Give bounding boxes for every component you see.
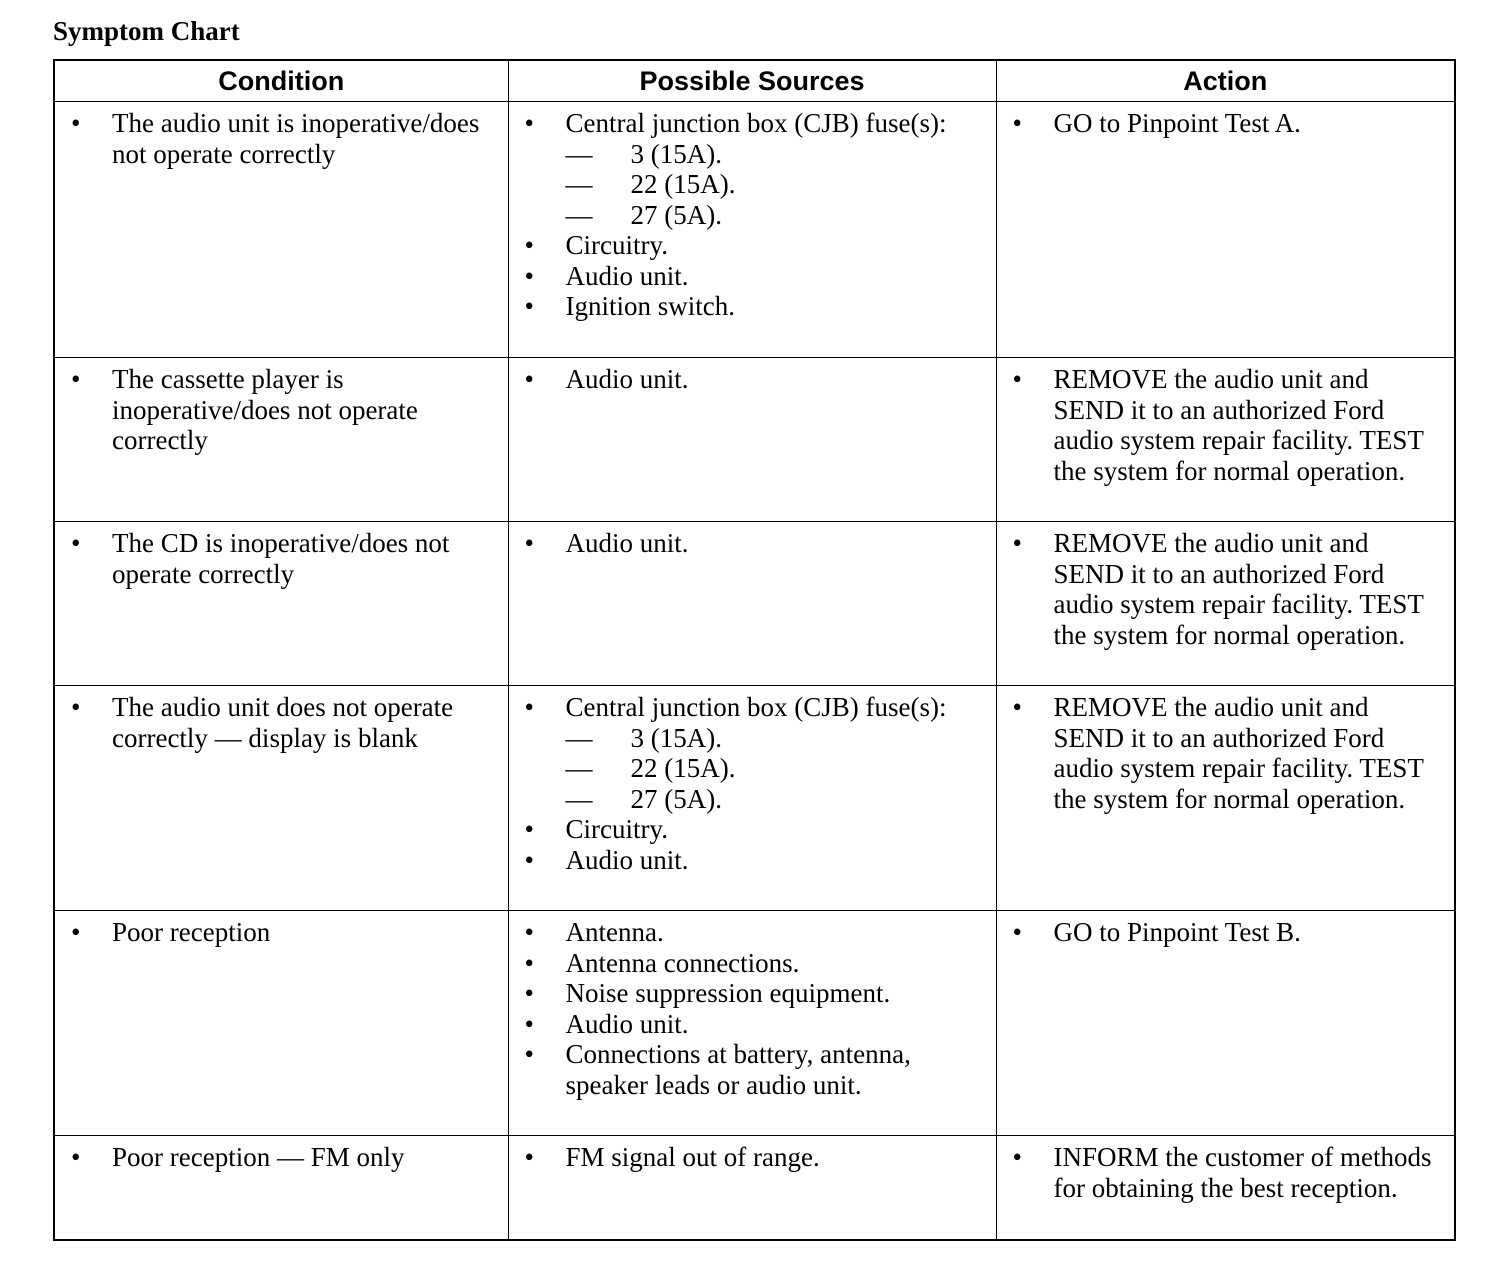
- page-title: Symptom Chart: [53, 16, 240, 46]
- condition-item: [65, 364, 498, 456]
- dash-icon: —: [565, 722, 593, 753]
- bullet-icon: •: [524, 291, 534, 321]
- bullet-icon: •: [71, 1142, 81, 1172]
- header-possible-sources: Possible Sources: [508, 60, 996, 102]
- source-item: [519, 692, 986, 723]
- source-item-text: Connections at battery, antenna, speaker leads or audio unit.: [565, 1039, 911, 1100]
- action-item-text: REMOVE the audio unit and SEND it to an authorized Ford audio system repair facility. TEST the system for normal operation.: [1053, 528, 1424, 650]
- condition-item-text: Poor reception: [112, 917, 271, 947]
- symptom-chart-table: [53, 59, 1456, 1241]
- table-row: [54, 522, 1455, 686]
- bullet-icon: •: [1012, 1142, 1022, 1172]
- condition-item-text: Poor reception — FM only: [112, 1142, 405, 1172]
- table-row: [54, 358, 1455, 522]
- bullet-icon: •: [524, 364, 534, 394]
- source-item: [519, 230, 986, 261]
- bullet-icon: •: [71, 108, 81, 138]
- bullet-icon: •: [524, 1039, 534, 1069]
- sources-cell: [508, 1136, 996, 1240]
- source-item-text: Ignition switch.: [565, 291, 735, 321]
- source-item: [519, 528, 986, 559]
- bullet-icon: •: [524, 814, 534, 844]
- dash-icon: —: [565, 199, 593, 230]
- condition-item: [65, 528, 498, 589]
- dash-icon: —: [565, 753, 593, 783]
- source-item: [519, 291, 986, 322]
- bullet-icon: •: [1012, 692, 1022, 722]
- source-item-text: Noise suppression equipment.: [565, 978, 891, 1008]
- table-row: [54, 102, 1455, 358]
- action-item: [1007, 917, 1445, 948]
- bullet-icon: •: [524, 108, 534, 138]
- bullet-icon: •: [1012, 108, 1022, 138]
- condition-item: [65, 108, 498, 169]
- header-condition: Condition: [54, 60, 508, 102]
- source-item-text: Audio unit.: [565, 528, 689, 558]
- fuse-subitem: [566, 139, 986, 170]
- action-item-text: INFORM the customer of methods for obtaining the best reception.: [1053, 1142, 1432, 1203]
- action-cell: [996, 1136, 1455, 1240]
- condition-cell: [54, 358, 508, 522]
- bullet-icon: •: [1012, 364, 1022, 394]
- source-item: [519, 948, 986, 979]
- condition-cell: [54, 522, 508, 686]
- bullet-icon: •: [524, 1008, 534, 1039]
- action-cell: [996, 102, 1455, 358]
- bullet-icon: •: [524, 978, 534, 1008]
- fuse-subitem-text: 27 (5A).: [630, 199, 722, 230]
- fuse-subitem: [566, 784, 986, 815]
- sources-cell: [508, 522, 996, 686]
- source-item: [519, 1039, 986, 1100]
- action-item-text: GO to Pinpoint Test B.: [1053, 917, 1301, 947]
- source-item: [519, 917, 986, 948]
- source-item: [519, 978, 986, 1009]
- condition-item: [65, 692, 498, 753]
- dash-icon: —: [565, 783, 593, 814]
- condition-item-text: The cassette player is inoperative/does not operate correctly: [112, 364, 418, 455]
- action-item-text: GO to Pinpoint Test A.: [1053, 108, 1301, 138]
- action-item-text: REMOVE the audio unit and SEND it to an authorized Ford audio system repair facility. TEST the system for normal operation.: [1053, 692, 1424, 814]
- dash-icon: —: [565, 169, 593, 199]
- source-item: [519, 845, 986, 876]
- bullet-icon: •: [524, 692, 534, 722]
- bullet-icon: •: [71, 364, 81, 394]
- condition-item-text: The CD is inoperative/does not operate correctly: [112, 528, 450, 589]
- action-item: [1007, 364, 1445, 486]
- condition-item: [65, 917, 498, 948]
- bullet-icon: •: [1012, 917, 1022, 947]
- sources-cell: [508, 911, 996, 1136]
- fuse-subitem-text: 27 (5A).: [630, 783, 722, 814]
- sources-cell: [508, 358, 996, 522]
- bullet-icon: •: [71, 917, 81, 947]
- table-row: [54, 686, 1455, 911]
- source-item-text: Circuitry.: [565, 230, 668, 260]
- bullet-icon: •: [524, 844, 534, 875]
- fuse-subitem-text: 22 (15A).: [630, 169, 736, 199]
- table-row: [54, 1136, 1455, 1240]
- source-item: [519, 261, 986, 292]
- action-cell: [996, 911, 1455, 1136]
- bullet-icon: •: [524, 230, 534, 260]
- fuse-subitem: [566, 200, 986, 231]
- condition-cell: [54, 686, 508, 911]
- source-item-text: Antenna.: [565, 917, 664, 947]
- source-item: [519, 814, 986, 845]
- fuse-subitem: [566, 169, 986, 200]
- source-item-text: Central junction box (CJB) fuse(s):: [565, 692, 947, 722]
- fuse-subitem-text: 22 (15A).: [630, 753, 736, 783]
- action-cell: [996, 358, 1455, 522]
- bullet-icon: •: [524, 260, 534, 291]
- source-item: [519, 108, 986, 139]
- bullet-icon: •: [524, 917, 534, 947]
- action-item: [1007, 528, 1445, 650]
- sources-cell: [508, 686, 996, 911]
- fuse-subitem: [566, 753, 986, 784]
- action-item: [1007, 692, 1445, 814]
- table-row: [54, 911, 1455, 1136]
- bullet-icon: •: [524, 528, 534, 558]
- source-item-text: Circuitry.: [565, 814, 668, 844]
- bullet-icon: •: [71, 528, 81, 558]
- condition-item: [65, 1142, 498, 1173]
- sources-cell: [508, 102, 996, 358]
- condition-item-text: The audio unit is inoperative/does not operate correctly: [112, 108, 480, 169]
- source-item-text: Audio unit.: [565, 260, 689, 291]
- condition-cell: [54, 911, 508, 1136]
- fuse-subitem: [566, 723, 986, 754]
- condition-item-text: The audio unit does not operate correctly — display is blank: [112, 692, 454, 753]
- action-cell: [996, 522, 1455, 686]
- action-item-text: REMOVE the audio unit and SEND it to an authorized Ford audio system repair facility. TEST the system for normal operation.: [1053, 364, 1424, 486]
- bullet-icon: •: [524, 947, 534, 978]
- condition-cell: [54, 1136, 508, 1240]
- source-item-text: Audio unit.: [565, 364, 689, 394]
- fuse-subitem-text: 3 (15A).: [630, 722, 722, 753]
- fuse-subitem-text: 3 (15A).: [630, 138, 722, 169]
- bullet-icon: •: [524, 1142, 534, 1172]
- bullet-icon: •: [1012, 528, 1022, 558]
- source-item: [519, 364, 986, 395]
- action-item: [1007, 108, 1445, 139]
- source-item-text: FM signal out of range.: [565, 1142, 820, 1172]
- source-item-text: Antenna connections.: [565, 947, 800, 978]
- bullet-icon: •: [71, 692, 81, 722]
- action-item: [1007, 1142, 1445, 1203]
- dash-icon: —: [565, 138, 593, 169]
- condition-cell: [54, 102, 508, 358]
- action-cell: [996, 686, 1455, 911]
- source-item-text: Central junction box (CJB) fuse(s):: [565, 108, 947, 138]
- source-item-text: Audio unit.: [565, 844, 689, 875]
- header-row: [54, 60, 1455, 102]
- header-action: Action: [996, 60, 1455, 102]
- source-item-text: Audio unit.: [565, 1008, 689, 1039]
- source-item: [519, 1142, 986, 1173]
- source-item: [519, 1009, 986, 1040]
